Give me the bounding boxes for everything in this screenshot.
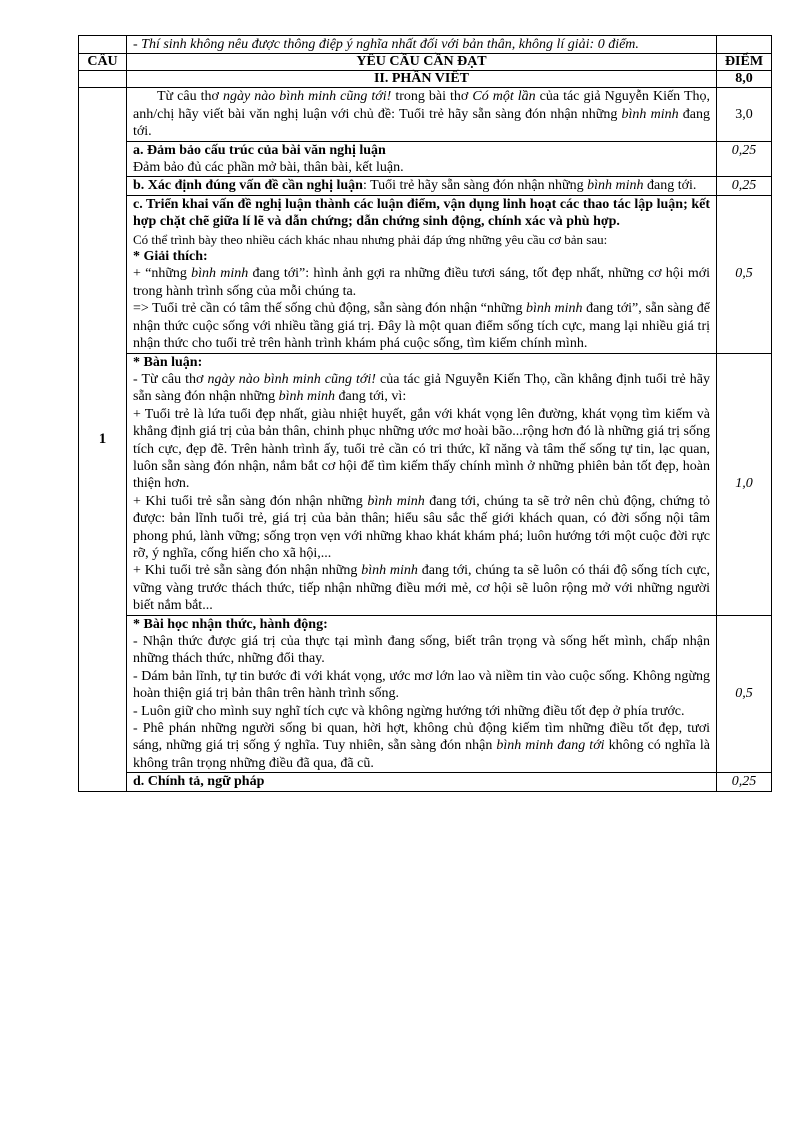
text-keyword: bình minh <box>367 493 425 509</box>
criterion-b-keyword: bình minh <box>587 178 644 194</box>
top-note-text: - Thí sinh không nêu được thông điệp ý nghĩa nhất đối với bản thân, không lí giải: 0 điểm. <box>133 37 639 52</box>
criterion-a-row <box>79 141 772 177</box>
section-score: 8,0 <box>717 71 772 88</box>
prompt-part: trong bài thơ <box>391 89 473 105</box>
text-keyword: bình minh đang tới <box>496 738 605 754</box>
baihoc-title: * Bài học nhận thức, hành động: <box>133 616 328 632</box>
prompt-poem-line: ngày nào bình minh cũng tới! <box>222 89 392 105</box>
header-row <box>79 54 772 71</box>
criterion-b-title: b. Xác định đúng vấn đề cần nghị luận <box>133 178 363 194</box>
giaithich-title: * Giải thích: <box>133 249 208 265</box>
text-part: đang tới, vì: <box>335 389 407 405</box>
prompt-keyword: bình minh <box>621 106 679 122</box>
giaithich-line-1 <box>133 265 710 300</box>
criterion-b <box>127 177 717 195</box>
criterion-d-title: d. Chính tả, ngữ pháp <box>133 774 265 790</box>
grading-table <box>78 35 772 792</box>
criterion-b-row <box>79 177 772 195</box>
text-part: của tác giả Nguyễn Kiến Thọ, cần khẳng định tuổi trẻ hãy sẵn sàng đón nhận những <box>133 371 710 405</box>
text-keyword: bình minh <box>278 389 336 405</box>
text-keyword: bình minh <box>191 266 249 282</box>
criterion-c-giaithich <box>127 195 717 353</box>
banluan-score: 1,0 <box>717 353 772 615</box>
prompt-score: 3,0 <box>717 88 772 141</box>
text-keyword: ngày nào bình minh cũng tới! <box>207 371 376 387</box>
question-prompt <box>127 88 717 141</box>
banluan-line-2: + Tuổi trẻ là lứa tuổi đẹp nhất, giàu nhiệt huyết, gắn với khát vọng lên đường, khát vọng tìm kiếm và khẳng định giá trị của bản thân, chinh phục những ước mơ hoài bão...rộng hơn đó là những giá trị sống tích cực, đẹp đẽ. Trên hành trình ấy, tuổi trẻ cần có tri thức, kĩ năng và tâm thế sống tự tin, lạc quan, luôn sẵn sàng đón nhận, nắm bắt cơ hội để tìm kiếm thấy chính mình ở những phiên bản tốt đẹp, hoàn thiện hơn. <box>133 406 710 492</box>
banluan-line-3 <box>133 493 710 563</box>
criterion-a-title: a. Đảm bảo cấu trúc của bài văn nghị luận <box>133 142 386 158</box>
prompt-poem-title: Có một lần <box>472 89 536 105</box>
text-part: - Phê phán những người sống bi quan, hời hợt, không chủ động kiếm tìm những điều tốt đẹp, tươi sáng, những giá trị sống ý nghĩa. Tuy nhiên, sẵn sàng đón nhận <box>133 721 710 754</box>
criterion-c-banluan <box>127 353 717 615</box>
criterion-a-text: Đảm bảo đủ các phần mở bài, thân bài, kết luận. <box>133 160 404 176</box>
text-keyword: bình minh <box>361 563 418 579</box>
criterion-a-score: 0,25 <box>717 141 772 177</box>
prompt-part: của tác giả Nguyễn Kiến Thọ, anh/chị hãy viết bài văn nghị luận với chủ đề: Tuổi trẻ hãy sẵn sàng đón nhận những <box>133 89 710 122</box>
top-note-score-cell <box>717 36 772 54</box>
giaithich-score: 0,5 <box>717 195 772 353</box>
top-note-row <box>79 36 772 54</box>
prompt-part: đang tới. <box>133 106 710 140</box>
text-part: không có nghĩa là không trân trọng những điều đã qua, đã cũ. <box>133 738 711 771</box>
baihoc-score: 0,5 <box>717 615 772 773</box>
criterion-b-text: : Tuổi trẻ hãy sẵn sàng đón nhận những <box>362 178 588 194</box>
baihoc-line-3: - Luôn giữ cho mình suy nghĩ tích cực và không ngừng hướng tới những điều tốt đẹp ở phía trước. <box>133 703 685 719</box>
text-part: đang tới, chúng ta sẽ luôn có thái độ sống tích cực, vững vàng trước thách thức, tiếp nhận những điều mới mẻ, cơ hội sẽ luôn rộng mở với những người biết nắm bắt... <box>133 563 711 614</box>
criterion-b-score: 0,25 <box>717 177 772 195</box>
criterion-c-intro: Có thể trình bày theo nhiều cách khác nhau nhưng phải đáp ứng những yêu cầu cơ bản sau: <box>133 231 608 247</box>
top-note-cau-cell <box>79 36 127 54</box>
criterion-d-row <box>79 773 772 791</box>
criterion-c-giaithich-row <box>79 195 772 353</box>
giaithich-line-2 <box>133 300 710 352</box>
criterion-c-baihoc-row <box>79 615 772 773</box>
criterion-c-title: c. Triển khai vấn đề nghị luận thành các luận điểm, vận dụng linh hoạt các thao tác lập luận; kết hợp chặt chẽ giữa lí lẽ và dẫn chứng; dẫn chứng sinh động, chính xác và phù hợp. <box>133 196 710 230</box>
text-part: đang tới”, sẵn sàng để nhận thức cuộc sống với nhiều tầng giá trị. Đây là một quan điểm sống tích cực, mang lại nhiều giá trị nhận thức cho tuổi trẻ trên hành trình khám phá cuộc sống, tìm kiếm chính mình. <box>133 301 710 352</box>
text-part: đang tới, chúng ta sẽ trở nên chủ động, chứng tỏ được: bản lĩnh tuổi trẻ, giá trị của bản thân; hiểu sâu sắc thế giới khách quan, có đời sống nội tâm phong phú, lành vững; sống trọn vẹn với những khao khát khám phá; luôn hướng tới một cuộc đời rực rỡ, ý nghĩa, cống hiến cho xã hội,... <box>133 493 711 561</box>
header-diem: ĐIỂM <box>717 54 772 71</box>
text-keyword: bình minh <box>526 301 583 317</box>
answer-key-page <box>78 35 771 792</box>
text-part: + “những <box>133 266 192 282</box>
baihoc-line-4 <box>133 720 710 772</box>
criterion-d <box>127 773 717 791</box>
text-part: => Tuổi trẻ cần có tâm thế sống chủ động, sẵn sàng đón nhận “những <box>133 301 527 317</box>
text-part: đang tới”: hình ảnh gợi ra những điều tươi sáng, tốt đẹp nhất, những cơ hội mới trong hành trình sống của mỗi chúng ta. <box>133 266 711 299</box>
text-part: + Khi tuổi trẻ sẵn sàng đón nhận những <box>133 563 362 579</box>
banluan-line-1 <box>133 371 710 406</box>
top-note-cell <box>127 36 717 54</box>
baihoc-line-1: - Nhận thức được giá trị của thực tại mình đang sống, biết trân trọng và sống hết mình, chấp nhận những thách thức, những đổi thay. <box>133 634 710 667</box>
prompt-row <box>79 88 772 141</box>
criterion-c-baihoc <box>127 615 717 773</box>
criterion-b-text: đang tới. <box>643 178 697 194</box>
prompt-part: Từ câu thơ <box>157 89 223 105</box>
section-empty-cell <box>79 71 127 88</box>
text-part: - Từ câu thơ <box>133 371 208 387</box>
text-part: + Khi tuổi trẻ sẵn sàng đón nhận những <box>133 493 368 509</box>
criterion-c-banluan-row <box>79 353 772 615</box>
criterion-a <box>127 141 717 177</box>
header-cau: CÂU <box>79 54 127 71</box>
banluan-line-4 <box>133 562 710 614</box>
banluan-title: * Bàn luận: <box>133 354 203 370</box>
question-number: 1 <box>79 88 127 791</box>
header-yeucau: YÊU CẦU CẦN ĐẠT <box>127 54 717 71</box>
section-title: II. PHẦN VIẾT <box>127 71 717 88</box>
section-row <box>79 71 772 88</box>
baihoc-line-2: - Dám bản lĩnh, tự tin bước đi với khát vọng, ước mơ lớn lao và niềm tin vào cuộc sống. Không ngừng hoàn thiện giá trị bản thân trên hành trình sống. <box>133 668 710 702</box>
criterion-d-score: 0,25 <box>717 773 772 791</box>
